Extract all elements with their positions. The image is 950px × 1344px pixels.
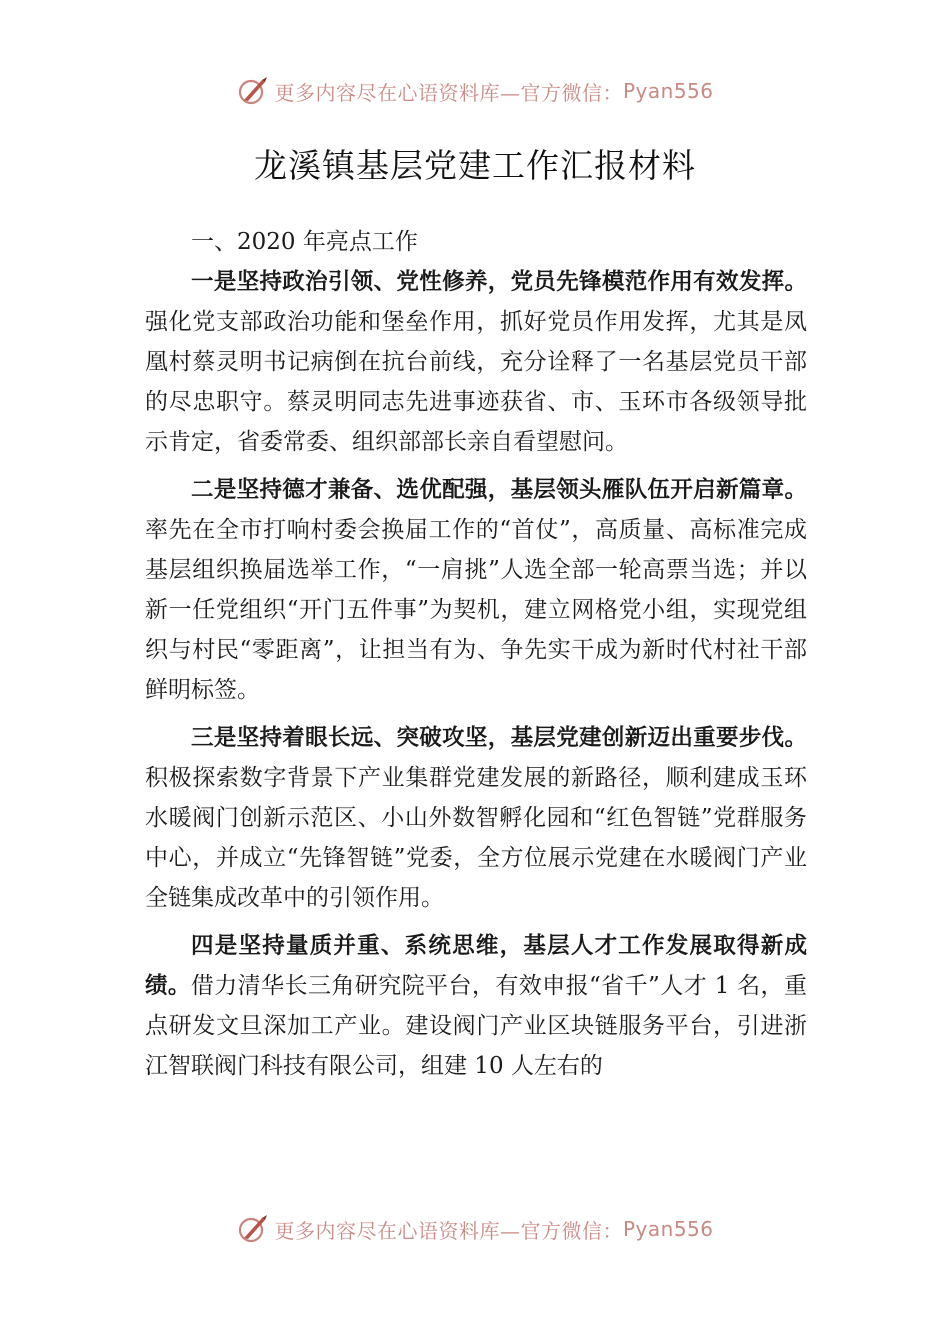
paragraph-1-lead: 一是坚持政治引领、党性修养，党员先锋模范作用有效发挥。 — [191, 269, 807, 295]
paragraph-2-text: 率先在全市打响村委会换届工作的“首仗”，高质量、高标准完成基层组织换届选举工作，“一肩挑”人选全部一轮高票当选；并以新一任党组织“开门五件事”为契机，建立网格党小组，实现党组织与村民“零距离”，让担当有为、争先实干成为新时代村社干部鲜明标签。 — [145, 517, 807, 703]
watermark-footer — [0, 1212, 950, 1246]
paragraph-4-text: 借力清华长三角研究院平台，有效申报“省千”人才 1 名，重点研发文旦深加工产业。建设阀门产业区块链服务平台，引进浙江智联阀门科技有限公司，组建 10 人左右的 — [145, 973, 807, 1079]
paragraph-4 — [145, 926, 807, 1086]
paragraph-3 — [145, 718, 807, 918]
paragraph-1-text: 强化党支部政治功能和堡垒作用，抓好党员作用发挥，尤其是凤凰村蔡灵明书记病倒在抗台前线，充分诠释了一名基层党员干部的尽忠职守。蔡灵明同志先进事迹获省、市、玉环市各级领导批示肯定，省委常委、组织部部长亲自看望慰问。 — [145, 309, 807, 455]
watermark-text: 更多内容尽在心语资料库—官方微信： — [274, 1218, 623, 1243]
section-heading: 一、2020 年亮点工作 — [191, 229, 418, 255]
watermark-text: 更多内容尽在心语资料库—官方微信： — [274, 80, 623, 105]
paragraph-1 — [145, 262, 807, 462]
quill-pen-icon — [236, 74, 270, 108]
paragraph-3-lead: 三是坚持着眼长远、突破攻坚，基层党建创新迈出重要步伐。 — [191, 725, 807, 751]
paragraph-2 — [145, 470, 807, 710]
paragraph-3-text: 积极探索数字背景下产业集群党建发展的新路径，顺利建成玉环水暖阀门创新示范区、小山外数智孵化园和“红色智链”党群服务中心，并成立“先锋智链”党委，全方位展示党建在水暖阀门产业全链集成改革中的引领作用。 — [145, 765, 807, 911]
paragraph-2-lead: 二是坚持德才兼备、选优配强，基层领头雁队伍开启新篇章。 — [191, 477, 807, 503]
paragraph-4-lead: 四是坚持量质并重、系统思维，基层人才工作发展取得新成绩。 — [145, 933, 807, 999]
document-body — [145, 222, 807, 1086]
quill-pen-icon — [236, 1212, 270, 1246]
watermark-wechat-id: Pyan556 — [622, 79, 714, 103]
watermark-wechat-id: Pyan556 — [622, 1217, 714, 1241]
document-title: 龙溪镇基层党建工作汇报材料 — [254, 146, 696, 185]
watermark-header — [0, 74, 950, 108]
